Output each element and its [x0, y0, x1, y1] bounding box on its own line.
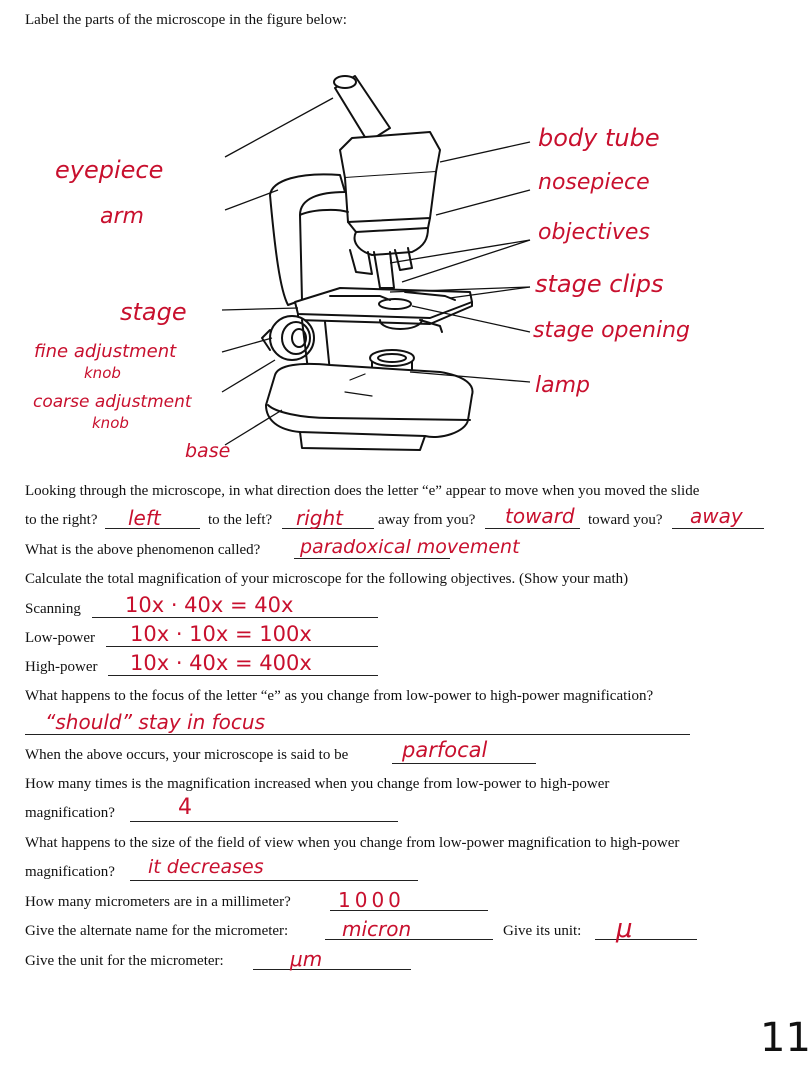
q1-line1: Looking through the microscope, in what direction does the letter “e” appear to move when you moved the slide [25, 483, 700, 499]
label-stage: stage [120, 298, 187, 326]
q10-prompt: Give the unit for the micrometer: [25, 953, 224, 969]
scanning-blank[interactable] [92, 617, 378, 618]
q5-prompt: When the above occurs, your microscope is said to be [25, 747, 349, 763]
q1-left-answer: right [296, 506, 343, 530]
label-coarse-adjustment-knob: knob [92, 414, 129, 432]
q6-line1: How many times is the magnification increased when you change from low-power to high-power [25, 776, 610, 792]
q2-blank[interactable] [294, 558, 450, 559]
scanning-label: Scanning [25, 601, 81, 617]
q9-unit-blank[interactable] [595, 939, 697, 940]
q2-answer: paradoxical movement [300, 536, 520, 558]
q4-blank[interactable] [25, 734, 690, 735]
q9-prompt: Give the alternate name for the micrometer: [25, 923, 289, 939]
q10-blank[interactable] [253, 969, 411, 970]
lowpower-label: Low-power [25, 630, 95, 646]
q7-blank[interactable] [130, 880, 418, 881]
q8-prompt: How many micrometers are in a millimeter? [25, 894, 291, 910]
q7-line2: magnification? [25, 864, 115, 880]
q1-right-prompt: to the right? [25, 512, 98, 528]
q1-away-answer: toward [505, 504, 575, 528]
label-arm: arm [100, 204, 144, 229]
label-fine-adjustment: fine adjustment [34, 341, 177, 362]
q1-away-prompt: away from you? [378, 512, 476, 528]
q10-answer: μm [290, 947, 323, 971]
q6-blank[interactable] [130, 821, 398, 822]
lowpower-answer: 10x · 10x = 100x [130, 622, 312, 646]
page-number: 11 [760, 1015, 811, 1061]
label-stage-clips: stage clips [535, 270, 664, 298]
q6-line2: magnification? [25, 805, 115, 821]
q8-answer: 1000 [338, 888, 405, 912]
label-body-tube: body tube [538, 124, 660, 152]
q6-answer: 4 [178, 795, 192, 820]
q3-prompt: Calculate the total magnification of your microscope for the following objectives. (Show your math) [25, 571, 629, 587]
instruction-text: Label the parts of the microscope in the figure below: [25, 12, 347, 28]
q2-prompt: What is the above phenomenon called? [25, 542, 261, 558]
label-objectives: objectives [538, 220, 650, 245]
q5-answer: parfocal [402, 738, 488, 762]
label-fine-adjustment-knob: knob [84, 364, 121, 382]
q9-answer: micron [342, 917, 412, 941]
q5-blank[interactable] [392, 763, 536, 764]
label-base: base [185, 440, 231, 462]
q1-left-prompt: to the left? [208, 512, 273, 528]
q9-unit-prompt: Give its unit: [503, 923, 582, 939]
lowpower-blank[interactable] [106, 646, 378, 647]
q9-unit-answer: μ [616, 914, 633, 944]
highpower-blank[interactable] [108, 675, 378, 676]
highpower-label: High-power [25, 659, 98, 675]
q1-toward-prompt: toward you? [588, 512, 663, 528]
label-lamp: lamp [535, 373, 590, 398]
label-nosepiece: nosepiece [538, 170, 650, 195]
q4-answer: “should” stay in focus [45, 710, 266, 734]
label-stage-opening: stage opening [533, 318, 690, 343]
q7-answer: it decreases [148, 856, 264, 878]
q1-away-blank[interactable] [485, 528, 580, 529]
q4-prompt: What happens to the focus of the letter “e” as you change from low-power to high-power magnification? [25, 688, 654, 704]
scanning-answer: 10x · 40x = 40x [125, 593, 294, 617]
q1-right-answer: left [128, 506, 161, 530]
q1-toward-answer: away [690, 504, 743, 528]
label-coarse-adjustment: coarse adjustment [33, 392, 192, 412]
q1-toward-blank[interactable] [672, 528, 764, 529]
label-eyepiece: eyepiece [55, 156, 164, 184]
q7-line1: What happens to the size of the field of view when you change from low-power magnification to high-power [25, 835, 680, 851]
highpower-answer: 10x · 40x = 400x [130, 651, 312, 675]
